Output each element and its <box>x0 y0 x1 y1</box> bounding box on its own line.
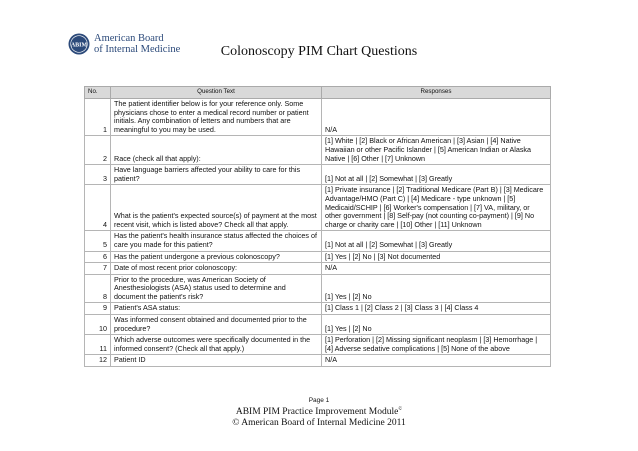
header-question: Question Text <box>111 87 322 99</box>
question-text: Prior to the procedure, was American Society of Anesthesiologists (ASA) status used to determine and document the patient's risk? <box>111 274 322 303</box>
row-number: 9 <box>85 303 111 315</box>
row-number: 3 <box>85 165 111 185</box>
row-number: 4 <box>85 185 111 231</box>
response-text: [1] Perforation | [2] Missing significant neoplasm | [3] Hemorrhage | [4] Adverse sedative complications | [5] None of the above <box>322 335 551 355</box>
question-text: What is the patient's expected source(s) of payment at the most recent visit, which is listed above? Check all that apply. <box>111 185 322 231</box>
header-row <box>85 87 551 99</box>
page-title: Colonoscopy PIM Chart Questions <box>220 44 418 59</box>
question-text: Was informed consent obtained and documented prior to the procedure? <box>111 315 322 335</box>
footer-copyright: © American Board of Internal Medicine 2011 <box>232 418 406 429</box>
header-no: No. <box>85 87 111 99</box>
table-row <box>85 355 551 367</box>
table-row <box>85 315 551 335</box>
table-row <box>85 165 551 185</box>
row-number: 10 <box>85 315 111 335</box>
header-responses: Responses <box>322 87 551 99</box>
org-name-line2: of Internal Medicine <box>94 44 181 55</box>
page-footer <box>0 397 638 429</box>
row-number: 8 <box>85 274 111 303</box>
table-header <box>85 87 551 99</box>
response-text: [1] Class 1 | [2] Class 2 | [3] Class 3 | [4] Class 4 <box>322 303 551 315</box>
question-text: Patient ID <box>111 355 322 367</box>
svg-text:ABIM: ABIM <box>70 42 88 49</box>
response-text: [1] Not at all | [2] Somewhat | [3] Greatly <box>322 231 551 251</box>
question-text: Date of most recent prior colonoscopy: <box>111 263 322 275</box>
response-text: N/A <box>322 263 551 275</box>
copyright-mark: © <box>398 407 403 412</box>
table-row <box>85 335 551 355</box>
table-row <box>85 136 551 165</box>
table-row <box>85 263 551 275</box>
question-text: The patient identifier below is for your reference only. Some physicians chose to enter a medical record number or patient initials. Any combination of letters and numbers that are meaningful to you may be used. <box>111 99 322 136</box>
response-text: [1] Yes | [2] No <box>322 315 551 335</box>
footer-module-text: ABIM PIM Practice Improvement Module <box>235 407 399 418</box>
response-text: [1] Yes | [2] No <box>322 274 551 303</box>
response-text: [1] Private insurance | [2] Traditional Medicare (Part B) | [3] Medicare Advantage/HMO (Part C) | [4] Medicare - type unknown | [5] Medicaid/SCHIP | [6] Worker's compensation | [7] VA, military, or other government | [8] Self-pay (not counting co-payment) | [9] No charge or charity care | [10] Other | [11] Unknown <box>322 185 551 231</box>
question-text: Has the patient's health insurance status affected the choices of care you made for this patient? <box>111 231 322 251</box>
page-header <box>0 0 638 86</box>
row-number: 12 <box>85 355 111 367</box>
table-row <box>85 231 551 251</box>
question-text: Has the patient undergone a previous colonoscopy? <box>111 251 322 263</box>
row-number: 2 <box>85 136 111 165</box>
row-number: 11 <box>85 335 111 355</box>
response-text: N/A <box>322 99 551 136</box>
response-text: [1] Yes | [2] No | [3] Not documented <box>322 251 551 263</box>
table-row <box>85 274 551 303</box>
table-row <box>85 251 551 263</box>
table-row <box>85 185 551 231</box>
table-row <box>85 303 551 315</box>
response-text: [1] White | [2] Black or African American | [3] Asian | [4] Native Hawaiian or other Pacific Islander | [5] American Indian or Alaska Native | [6] Other | [7] Unknown <box>322 136 551 165</box>
response-text: [1] Not at all | [2] Somewhat | [3] Greatly <box>322 165 551 185</box>
row-number: 7 <box>85 263 111 275</box>
question-text: Have language barriers affected your ability to care for this patient? <box>111 165 322 185</box>
question-text: Which adverse outcomes were specifically documented in the informed consent? (Check all that apply.) <box>111 335 322 355</box>
questions-table <box>84 86 551 367</box>
response-text: N/A <box>322 355 551 367</box>
page-number: Page 1 <box>308 397 330 404</box>
row-number: 1 <box>85 99 111 136</box>
question-text: Patient's ASA status: <box>111 303 322 315</box>
row-number: 6 <box>85 251 111 263</box>
table-row <box>85 99 551 136</box>
row-number: 5 <box>85 231 111 251</box>
org-name-line1: American Board <box>94 33 164 44</box>
footer-module-name <box>0 404 638 418</box>
table-body <box>85 99 551 367</box>
question-text: Race (check all that apply): <box>111 136 322 165</box>
